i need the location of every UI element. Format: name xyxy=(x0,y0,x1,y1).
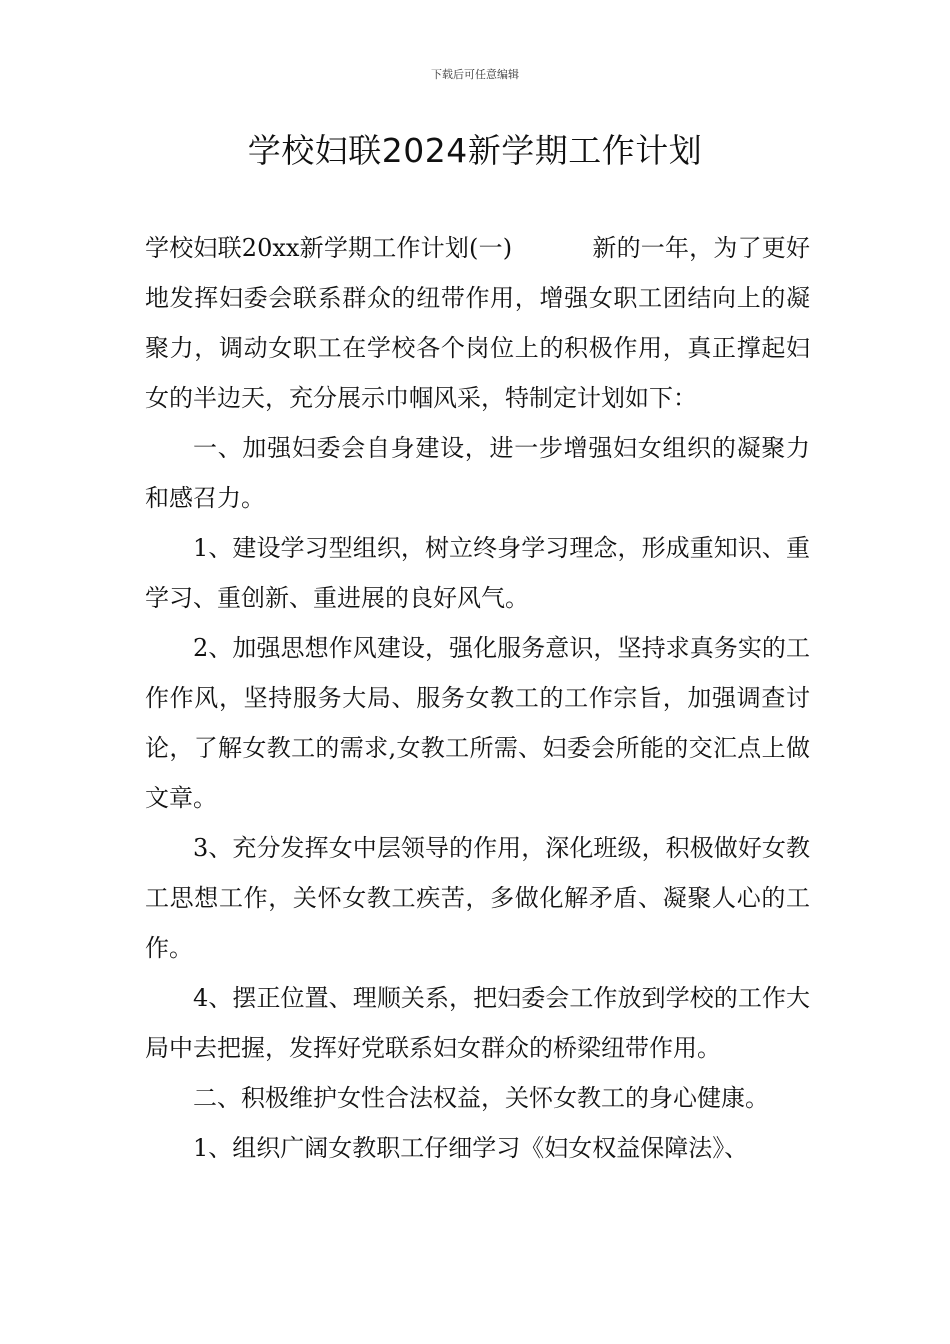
page-header-note: 下载后可任意编辑 xyxy=(431,68,519,81)
intro-paragraph xyxy=(145,223,810,423)
intro-label: 学校妇联20xx新学期工作计划(一) xyxy=(145,234,513,262)
paragraph-item-2-1: 1、组织广阔女教职工仔细学习《妇女权益保障法》、 xyxy=(193,1134,749,1162)
paragraph-item-1-1: 1、建设学习型组织，树立终身学习理念，形成重知识、重学习、重创新、重进展的良好风气。 xyxy=(145,534,810,612)
document-title: 学校妇联2024新学期工作计划 xyxy=(247,131,703,170)
paragraph-item-1-3: 3、充分发挥女中层领导的作用，深化班级，积极做好女教工思想工作，关怀女教工疾苦，多做化解矛盾、凝聚人心的工作。 xyxy=(145,834,810,962)
paragraph-section-2: 二、积极维护女性合法权益，关怀女教工的身心健康。 xyxy=(193,1084,769,1112)
paragraph-item-1-4: 4、摆正位置、理顺关系，把妇委会工作放到学校的工作大局中去把握，发挥好党联系妇女群众的桥梁纽带作用。 xyxy=(145,984,810,1062)
paragraph-section-1: 一、加强妇委会自身建设，进一步增强妇女组织的凝聚力和感召力。 xyxy=(145,434,810,512)
paragraph-item-1-2: 2、加强思想作风建设，强化服务意识，坚持求真务实的工作作风，坚持服务大局、服务女教工的工作宗旨，加强调查讨论，了解女教工的需求,女教工所需、妇委会所能的交汇点上做文章。 xyxy=(145,634,810,812)
document-body xyxy=(145,223,810,1173)
intro-text: 新的一年，为了更好地发挥妇委会联系群众的纽带作用，增强女职工团结向上的凝聚力，调动女职工在学校各个岗位上的积极作用，真正撑起妇女的半边天，充分展示巾帼风采，特制定计划如下： xyxy=(145,234,810,412)
